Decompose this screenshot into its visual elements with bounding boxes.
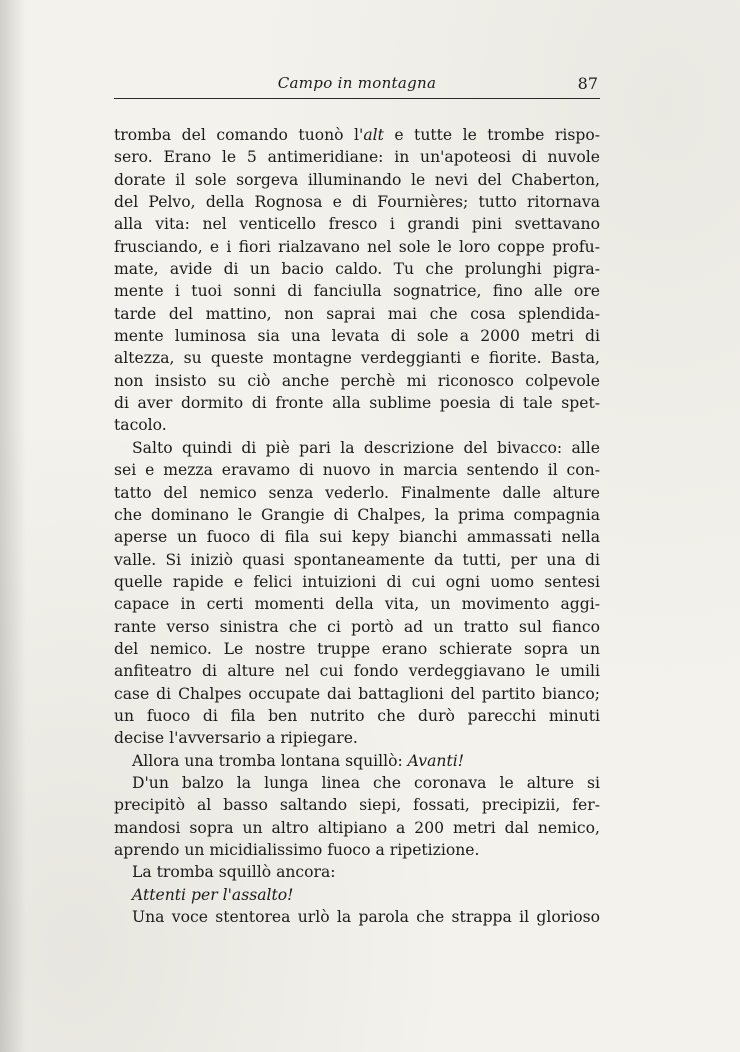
text-span: precipitò al basso saltando siepi, fossati, precipizii, fer- xyxy=(114,796,600,815)
text-line xyxy=(114,191,600,213)
text-line xyxy=(114,213,600,235)
page-binding-shadow xyxy=(0,0,26,1052)
text-line xyxy=(114,906,600,928)
text-line xyxy=(114,124,600,146)
text-line xyxy=(114,794,600,816)
text-line xyxy=(114,772,600,794)
text-span: Allora una tromba lontana squillò: xyxy=(132,751,408,770)
text-line xyxy=(114,146,600,168)
text-span: case di Chalpes occupate dai battaglioni del partito bianco; xyxy=(114,684,600,703)
text-line xyxy=(114,236,600,258)
text-span: capace in certi momenti della vita, un movimento aggi- xyxy=(114,595,600,614)
text-span: sei e mezza eravamo di nuovo in marcia sentendo il con- xyxy=(114,461,600,480)
text-span: aprendo un micidialissimo fuoco a ripetizione. xyxy=(114,841,480,859)
text-span: dorate il sole sorgeva illuminando le nevi del Chaberton, xyxy=(114,170,600,189)
text-line xyxy=(114,861,600,883)
text-line xyxy=(114,638,600,660)
text-span: tacolo. xyxy=(114,416,167,435)
text-span: sero. Erano le 5 antimeridiane: in un'apoteosi di nuvole xyxy=(114,148,600,167)
page-header xyxy=(114,74,600,99)
text-line xyxy=(114,593,600,615)
text-span: altezza, su queste montagne verdeggianti e fiorite. Basta, xyxy=(114,349,600,368)
text-span: tromba del comando tuonò l' xyxy=(114,126,364,144)
text-span: tarde del mattino, non saprai mai che cosa splendida- xyxy=(114,304,600,323)
text-span: che dominano le Grangie di Chalpes, la prima compagnia xyxy=(114,505,600,524)
text-span: Una voce stentorea urlò la parola che strappa il glorioso xyxy=(132,908,600,927)
text-span: alla vita: nel venticello fresco i grandi pini svettavano xyxy=(114,215,600,234)
text-span: non insisto su ciò anche perchè mi riconosco colpevole xyxy=(114,371,600,390)
text-span: un fuoco di fila ben nutrito che durò parecchi minuti xyxy=(114,706,600,725)
text-span: e tutte le trombe rispo- xyxy=(383,126,600,144)
text-line xyxy=(114,727,600,749)
italic-text: Attenti per l'assalto! xyxy=(132,885,294,904)
text-line xyxy=(114,437,600,459)
text-span: decise l'avversario a ripiegare. xyxy=(114,729,358,748)
text-span: La tromba squillò ancora: xyxy=(132,863,336,882)
text-line xyxy=(114,549,600,571)
running-title: Campo in montagna xyxy=(277,74,437,92)
text-span: frusciando, e i fiori rialzavano nel sole le loro coppe profu- xyxy=(114,237,600,256)
text-line xyxy=(114,705,600,727)
page-number: 87 xyxy=(577,74,598,93)
text-span: quelle rapide e felici intuizioni di cui ogni uomo sentesi xyxy=(114,572,600,591)
text-line xyxy=(114,459,600,481)
text-line xyxy=(114,683,600,705)
text-line xyxy=(114,280,600,302)
text-span: valle. Si iniziò quasi spontaneamente da tutti, per una di xyxy=(114,550,600,569)
text-span: mandosi sopra un altro altipiano a 200 metri dal nemico, xyxy=(114,818,600,837)
text-line xyxy=(114,303,600,325)
text-line xyxy=(114,616,600,638)
text-span: mate, avide di un bacio caldo. Tu che prolunghi pigra- xyxy=(114,260,600,279)
text-line xyxy=(114,325,600,347)
body-text xyxy=(114,124,600,928)
text-span: Salto quindi di piè pari la descrizione del bivacco: alle xyxy=(132,438,600,457)
text-line xyxy=(114,660,600,682)
text-line xyxy=(114,504,600,526)
text-span: rante verso sinistra che ci portò ad un tratto sul fianco xyxy=(114,617,600,636)
text-line xyxy=(114,817,600,839)
text-span: aperse un fuoco di fila sui kepy bianchi ammassati nella xyxy=(114,528,600,547)
text-line xyxy=(114,482,600,504)
text-line xyxy=(114,169,600,191)
italic-text: alt xyxy=(363,126,384,144)
italic-text: Avanti! xyxy=(407,751,464,770)
text-span: mente i tuoi sonni di fanciulla sognatrice, fino alle ore xyxy=(114,282,600,301)
text-span: di aver dormito di fronte alla sublime poesia di tale spet- xyxy=(114,394,600,413)
text-line xyxy=(114,884,600,906)
text-line xyxy=(114,392,600,414)
text-line xyxy=(114,571,600,593)
text-line xyxy=(114,750,600,772)
text-line xyxy=(114,839,600,861)
text-line xyxy=(114,258,600,280)
text-line xyxy=(114,526,600,548)
text-span: mente luminosa sia una levata di sole a 2000 metri di xyxy=(114,327,600,346)
text-line xyxy=(114,370,600,392)
text-span: del Pelvo, della Rognosa e di Fournières; tutto ritornava xyxy=(114,193,600,212)
text-span: tatto del nemico senza vederlo. Finalmente dalle alture xyxy=(114,483,600,502)
text-line xyxy=(114,414,600,436)
text-span: D'un balzo la lunga linea che coronava le alture si xyxy=(132,773,600,792)
text-span: del nemico. Le nostre truppe erano schierate sopra un xyxy=(114,639,600,658)
text-line xyxy=(114,347,600,369)
text-span: anfiteatro di alture nel cui fondo verdeggiavano le umili xyxy=(114,662,600,681)
